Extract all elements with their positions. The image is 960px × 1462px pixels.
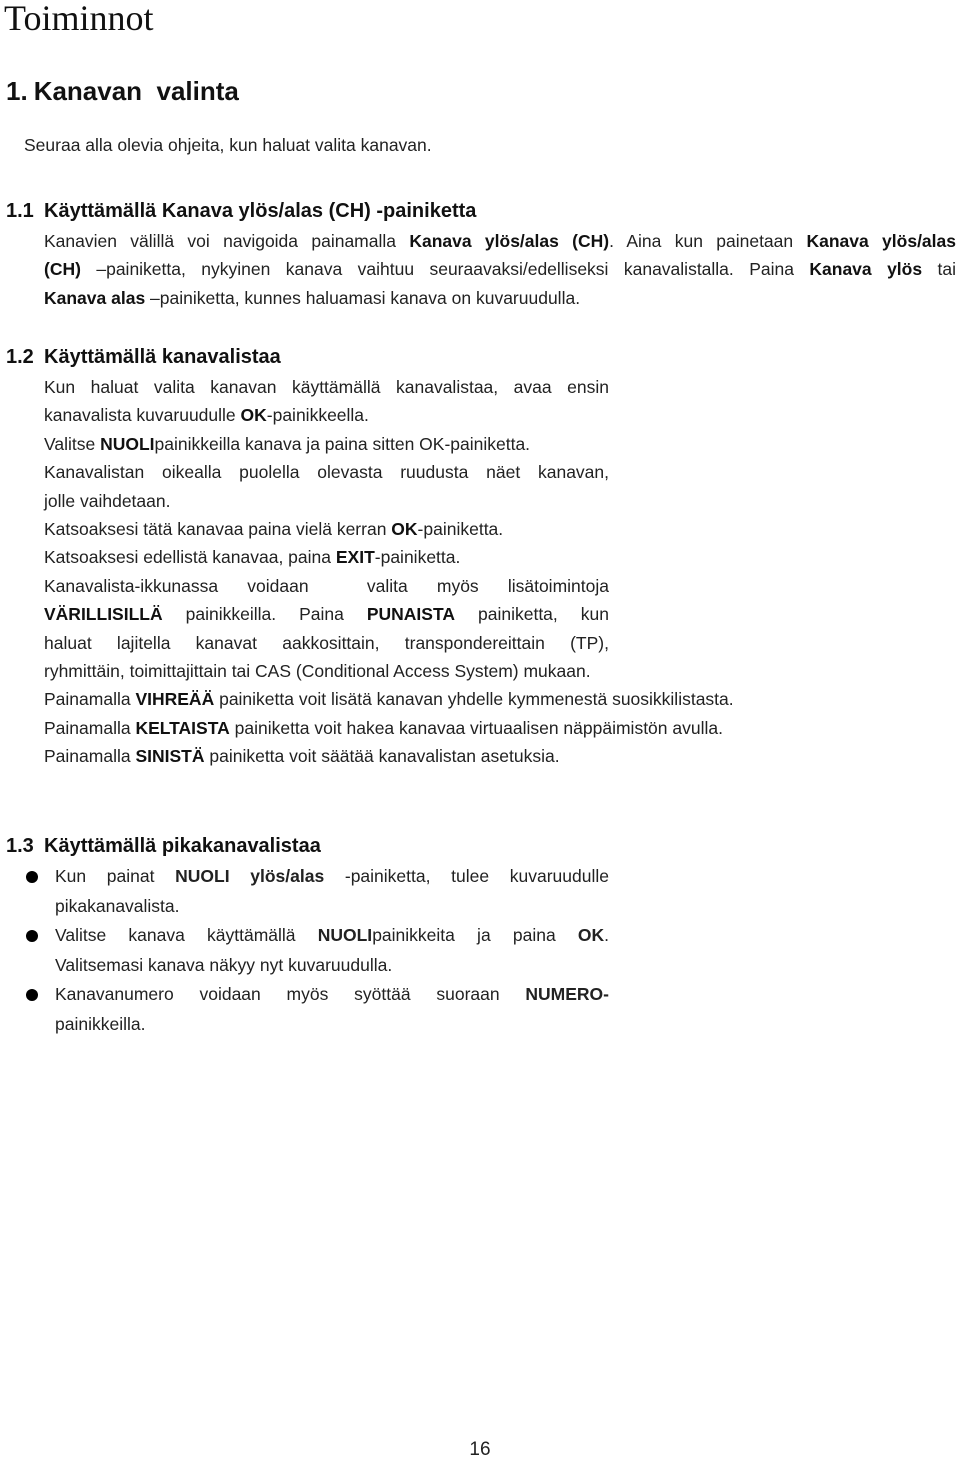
text-run: Valitse kanava käyttämällä xyxy=(55,925,318,945)
paragraph-line xyxy=(44,600,609,628)
paragraph-line xyxy=(44,284,956,312)
bold-text: (CH) xyxy=(44,259,81,280)
text-run: painikkeilla. Paina xyxy=(162,604,367,625)
paragraph-line: Kanavalistan oikealla puolella olevasta ruudusta näet kanavan, xyxy=(44,462,609,483)
paragraph-line: jolle vaihdetaan. xyxy=(44,490,171,511)
paragraph-line xyxy=(44,227,956,255)
bold-text: Kanava ylös/alas xyxy=(806,231,956,251)
bold-text: OK xyxy=(240,405,267,426)
section-heading xyxy=(6,74,239,108)
subsection-title: Käyttämällä pikakanavalistaa xyxy=(44,835,321,857)
subsection-body-1-2 xyxy=(44,373,924,771)
list-item xyxy=(26,980,616,1039)
subsection-title: Käyttämällä kanavalistaa xyxy=(44,346,281,368)
subsection-heading-1-1 xyxy=(6,198,476,224)
paragraph-line xyxy=(44,714,924,742)
subsection-heading-1-3 xyxy=(6,833,321,859)
paragraph-line xyxy=(55,980,609,1010)
text-run: painikkeilla kanava ja paina sitten OK-painiketta. xyxy=(154,433,531,454)
paragraph-line: Kun haluat valita kanavan käyttämällä kanavalistaa, avaa ensin xyxy=(44,377,609,397)
bold-text: VÄRILLISILLÄ xyxy=(44,604,163,625)
bold-text: PUNAISTA xyxy=(366,604,455,625)
bold-text: SINISTÄ xyxy=(135,746,205,767)
subsection-heading-1-2 xyxy=(6,344,281,370)
text-run: painiketta voit lisätä kanavan yhdelle kymmenestä suosikkilistasta. xyxy=(214,689,734,710)
page-number: 16 xyxy=(469,1439,491,1460)
subsection-number: 1.2 xyxy=(6,346,34,368)
text-run: tai xyxy=(922,259,956,280)
text-run: kanavalista kuvaruudulle xyxy=(44,405,241,426)
text-run: . xyxy=(604,925,609,945)
list-item xyxy=(26,862,616,921)
subsection-number: 1.3 xyxy=(6,835,34,857)
paragraph-line: pikakanavalista. xyxy=(55,895,180,916)
text-run: Kun painat xyxy=(55,866,176,886)
section-number: 1. xyxy=(6,76,28,106)
bold-text: NUOLI xyxy=(317,925,373,945)
paragraph-line xyxy=(44,742,924,770)
paragraph-line xyxy=(44,543,924,571)
paragraph-line xyxy=(44,401,924,429)
text-run: painiketta, kun xyxy=(455,604,609,625)
subsection-title: Käyttämällä Kanava ylös/alas (CH) -painiketta xyxy=(44,200,477,222)
text-run: Kanavien välillä voi navigoida painamalla xyxy=(44,231,410,251)
text-run: -painiketta, tulee kuvaruudulle xyxy=(324,866,609,886)
text-run: –painiketta, nykyinen kanava vaihtuu seuraavaksi/edelliseksi kanavalistalla. Paina xyxy=(80,259,810,280)
paragraph-line xyxy=(55,921,609,951)
bullet-icon xyxy=(26,930,38,942)
bold-text: NUOLI xyxy=(100,433,155,454)
text-run: Painamalla xyxy=(44,746,136,767)
text-run: painikkeita ja paina xyxy=(372,925,578,945)
subsection-body-1-1 xyxy=(44,227,956,312)
paragraph-line xyxy=(55,862,609,892)
bold-text: Kanava alas xyxy=(44,287,146,308)
text-run: Valitse xyxy=(44,433,101,454)
bold-text: OK xyxy=(391,519,418,540)
paragraph-line: ryhmittäin, toimittajittain tai CAS (Conditional Access System) mukaan. xyxy=(44,661,591,682)
text-run: -painikkeella. xyxy=(266,405,369,426)
bold-text: NUOLI ylös/alas xyxy=(175,866,325,886)
paragraph-line xyxy=(44,430,924,458)
page-title: Toiminnot xyxy=(4,0,154,38)
bold-text: VIHREÄÄ xyxy=(135,689,215,710)
bold-text: EXIT xyxy=(335,547,375,568)
text-run: Painamalla xyxy=(44,717,136,738)
paragraph-line xyxy=(44,255,956,283)
text-run: Katsoaksesi tätä kanavaa paina vielä kerran xyxy=(44,519,392,540)
section-title: Kanavan valinta xyxy=(33,76,239,106)
text-run: -painiketta. xyxy=(417,519,504,540)
text-run: Painamalla xyxy=(44,689,136,710)
paragraph-line xyxy=(44,515,924,543)
bold-text: KELTAISTA xyxy=(135,717,230,738)
bullet-icon xyxy=(26,989,38,1001)
bold-text: Kanava ylös xyxy=(809,259,923,280)
text-run: painiketta voit säätää kanavalistan asetuksia. xyxy=(204,746,560,767)
paragraph-line: Valitsemasi kanava näkyy nyt kuvaruudulla. xyxy=(55,954,393,975)
paragraph-line: painikkeilla. xyxy=(55,1013,146,1034)
text-run: . Aina kun painetaan xyxy=(609,231,807,251)
list-item xyxy=(26,921,616,980)
section-intro: Seuraa alla olevia ohjeita, kun haluat valita kanavan. xyxy=(24,135,432,155)
bullet-icon xyxy=(26,871,38,883)
paragraph-line: haluat lajitella kanavat aakkosittain, transpondereittain (TP), xyxy=(44,632,609,653)
text-run: painiketta voit hakea kanavaa virtuaalisen näppäimistön avulla. xyxy=(229,717,723,738)
paragraph-line: Kanavalista-ikkunassa voidaan valita myös lisätoimintoja xyxy=(44,575,609,596)
bold-text: Kanava ylös/alas (CH) xyxy=(409,231,610,251)
text-run: Kanavanumero voidaan myös syöttää suoraan xyxy=(55,984,526,1004)
text-run: -painiketta. xyxy=(374,547,461,568)
subsection-number: 1.1 xyxy=(6,200,34,222)
text-run: –painiketta, kunnes haluamasi kanava on kuvaruudulla. xyxy=(145,287,581,308)
paragraph-line xyxy=(44,685,924,713)
bold-text: OK xyxy=(577,925,605,945)
bold-text: NUMERO- xyxy=(525,984,609,1004)
bullet-list xyxy=(26,862,616,1039)
text-run: Katsoaksesi edellistä kanavaa, paina xyxy=(44,547,336,568)
